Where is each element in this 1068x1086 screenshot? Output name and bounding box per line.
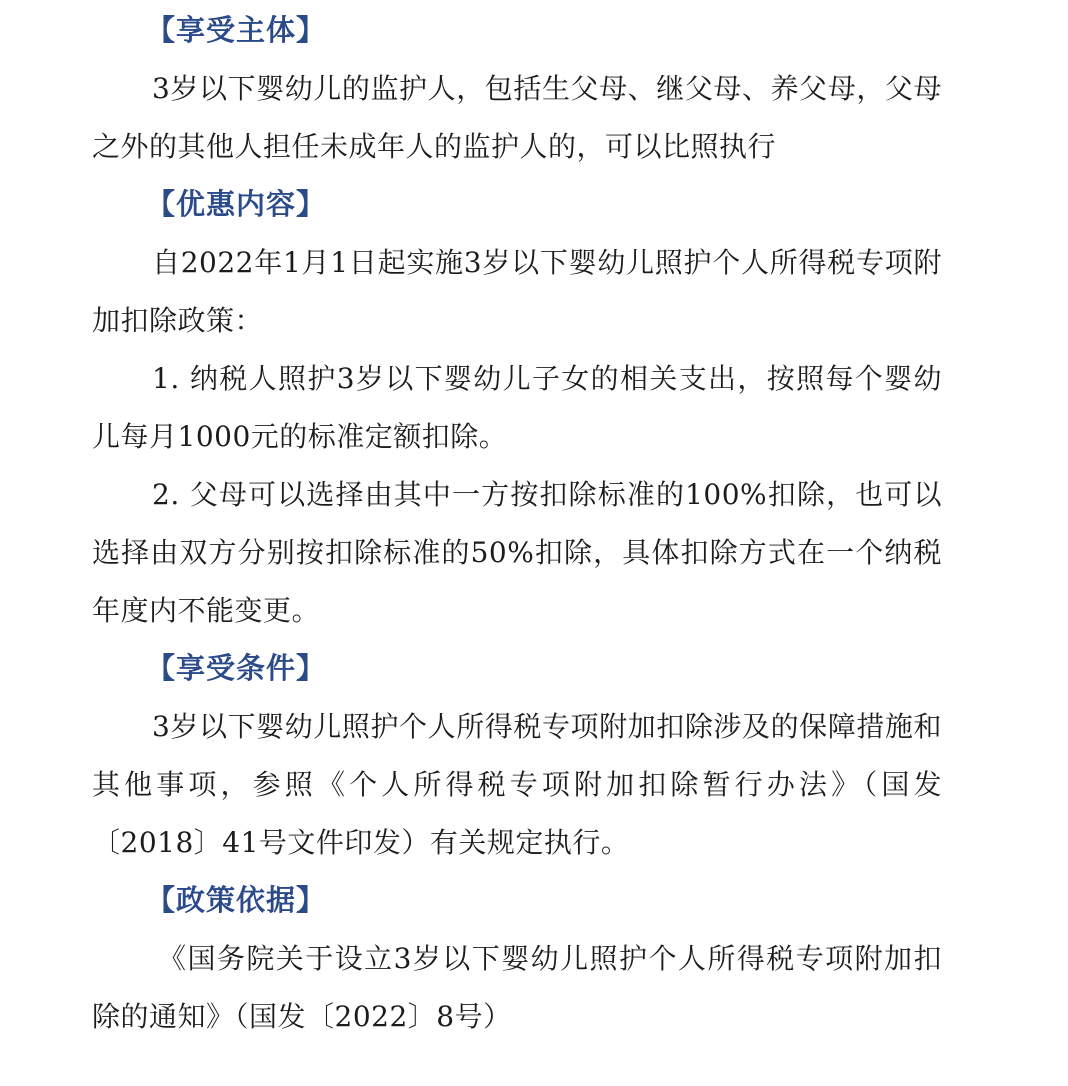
section-heading-policy-basis: 【政策依据】	[146, 883, 327, 917]
section-heading-benefit-content: 【优惠内容】	[146, 187, 327, 221]
section-heading-beneficiary: 【享受主体】	[146, 13, 327, 47]
section-heading-conditions: 【享受条件】	[146, 651, 327, 685]
paragraph-item-1: 1. 纳税人照护3岁以下婴幼儿子女的相关支出，按照每个婴幼儿每月1000元的标准定额扣除。	[92, 362, 942, 453]
paragraph-policy-basis: 《国务院关于设立3岁以下婴幼儿照护个人所得税专项附加扣除的通知》（国发〔2022〕8号）	[92, 942, 942, 1033]
paragraph-item-2: 2. 父母可以选择由其中一方按扣除标准的100%扣除，也可以选择由双方分别按扣除标准的50%扣除，具体扣除方式在一个纳税年度内不能变更。	[92, 478, 942, 627]
paragraph-effective-date: 自2022年1月1日起实施3岁以下婴幼儿照护个人所得税专项附加扣除政策：	[92, 246, 942, 337]
paragraph-beneficiary: 3岁以下婴幼儿的监护人，包括生父母、继父母、养父母，父母之外的其他人担任未成年人的监护人的，可以比照执行	[92, 72, 942, 163]
paragraph-conditions: 3岁以下婴幼儿照护个人所得税专项附加扣除涉及的保障措施和其他事项，参照《个人所得税专项附加扣除暂行办法》（国发〔2018〕41号文件印发）有关规定执行。	[92, 710, 942, 859]
